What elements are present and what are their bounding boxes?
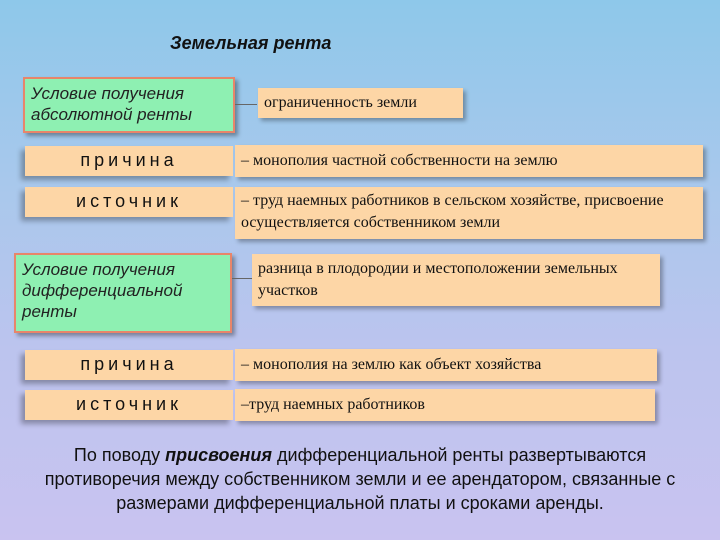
absolute-rent-condition-label: Условие получения абсолютной ренты: [23, 77, 235, 133]
differential-cause-value: – монополия на землю как объект хозяйства: [235, 349, 657, 381]
page-title: Земельная рента: [170, 33, 332, 53]
paragraph-suffix: дифференциальной ренты развертываются противоречия между собственником земли и ее арендатором, связанные с размерами дифференциальной платы и сроками аренды.: [44, 445, 676, 513]
absolute-cause-label: причина: [25, 146, 233, 176]
differential-source-value: –труд наемных работников: [235, 389, 655, 421]
conclusion-paragraph: [30, 443, 690, 515]
absolute-cause-value: – монополия частной собственности на землю: [235, 145, 703, 177]
differential-rent-condition-value: разница в плодородии и местоположении земельных участков: [252, 254, 660, 306]
absolute-rent-condition-value: ограниченность земли: [258, 88, 463, 118]
paragraph-emphasis: присвоения: [165, 445, 273, 465]
connector-line: [232, 278, 252, 279]
absolute-source-label: источник: [25, 187, 233, 217]
differential-rent-condition-label: Условие получения дифференциальной ренты: [14, 253, 232, 333]
absolute-source-value: – труд наемных работников в сельском хозяйстве, присвоение осуществляется собственником земли: [235, 187, 703, 239]
differential-source-label: источник: [25, 390, 233, 420]
paragraph-prefix: По поводу: [73, 445, 166, 465]
connector-line: [235, 104, 257, 105]
differential-cause-label: причина: [25, 350, 233, 380]
